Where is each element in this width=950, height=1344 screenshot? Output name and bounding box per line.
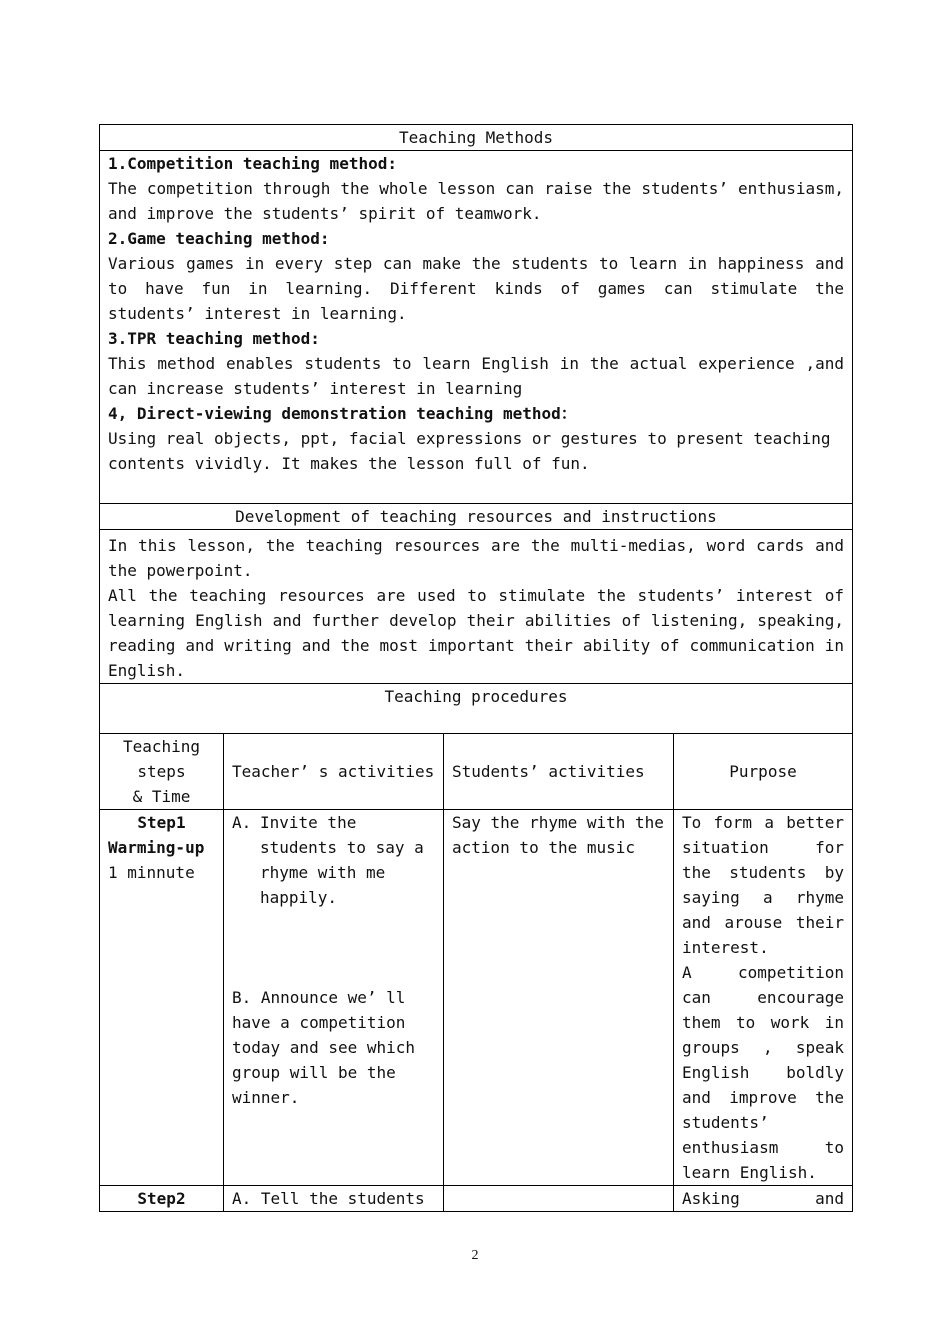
resources-header-row [100, 504, 853, 530]
procedures-title: Teaching procedures [100, 684, 853, 734]
column-header-purpose: Purpose [674, 734, 853, 810]
step1-teacher-item-a-text: Invite the students to say a rhyme with me happily. [260, 813, 424, 907]
step2-name: Step2 [100, 1186, 224, 1212]
step2-row [100, 1186, 853, 1212]
step1-teacher-item-a-label: A. [232, 813, 252, 832]
step1-teacher-item-b: B. Announce we’ ll have a competition today and see which group will be the winner. [232, 988, 416, 1107]
column-header-steps [100, 734, 224, 810]
step1-purpose-2: A competition can encourage them to work in groups , speak English boldly and improve the students’ enthusiasm to learn English. [682, 963, 844, 1182]
method-4-text: Using real objects, ppt, facial expressions or gestures to present teaching contents vividly. It makes the lesson full of fun. [108, 429, 831, 473]
teaching-methods-header-row [100, 125, 853, 151]
step1-students-activities: Say the rhyme with the action to the music [444, 810, 674, 1186]
resources-title: Development of teaching resources and instructions [100, 504, 853, 530]
step1-phase: Warming-up [108, 838, 205, 857]
step1-name: Step1 [137, 813, 186, 832]
step1-time: 1 minnute [108, 863, 195, 882]
teaching-methods-body-row [100, 151, 853, 504]
lesson-plan-table [99, 124, 853, 1212]
step1-purpose-1: To form a better situation for the students by saying a rhyme and arouse their interest. [682, 813, 844, 957]
method-1-heading: 1.Competition teaching method: [108, 154, 397, 173]
step1-teacher-item-a [232, 810, 435, 910]
step2-purpose: Asking and [674, 1186, 853, 1212]
method-3-text: This method enables students to learn English in the actual experience ,and can increase students’ interest in learning [108, 354, 844, 398]
column-header-teacher: Teacher’ s activities [224, 734, 444, 810]
column-header-students: Students’ activities [444, 734, 674, 810]
procedures-header-row [100, 684, 853, 734]
step1-teacher-activities [224, 810, 444, 1186]
column-header-steps-line2: steps [137, 762, 186, 781]
procedures-column-header-row [100, 734, 853, 810]
resources-body [100, 530, 853, 684]
method-4-heading: 4, Direct-viewing demonstration teaching method： [108, 404, 577, 423]
method-1-text: The competition through the whole lesson can raise the students’ enthusiasm, and improve the students’ spirit of teamwork. [108, 179, 844, 223]
column-header-steps-line3: & Time [132, 787, 191, 806]
step1-cell [100, 810, 224, 1186]
page-number: 2 [471, 1248, 479, 1263]
resources-body-row [100, 530, 853, 684]
teaching-methods-body [100, 151, 853, 504]
column-header-steps-line1: Teaching [122, 737, 201, 756]
step1-purpose [674, 810, 853, 1186]
resources-paragraph-2: All the teaching resources are used to stimulate the students’ interest of learning English and further develop their abilities of listening, speaking, reading and writing and the most important their ability of communication in English. [108, 586, 844, 680]
teaching-methods-title: Teaching Methods [100, 125, 853, 151]
step2-teacher-activities: A. Tell the students [224, 1186, 444, 1212]
resources-paragraph-1: In this lesson, the teaching resources are the multi-medias, word cards and the powerpoint. [108, 536, 844, 580]
step1-row [100, 810, 853, 1186]
method-3-heading: 3.TPR teaching method: [108, 329, 320, 348]
method-2-text: Various games in every step can make the students to learn in happiness and to have fun in learning. Different kinds of games can stimulate the students’ interest in learning. [108, 254, 844, 323]
step2-students-activities [444, 1186, 674, 1212]
method-2-heading: 2.Game teaching method: [108, 229, 330, 248]
